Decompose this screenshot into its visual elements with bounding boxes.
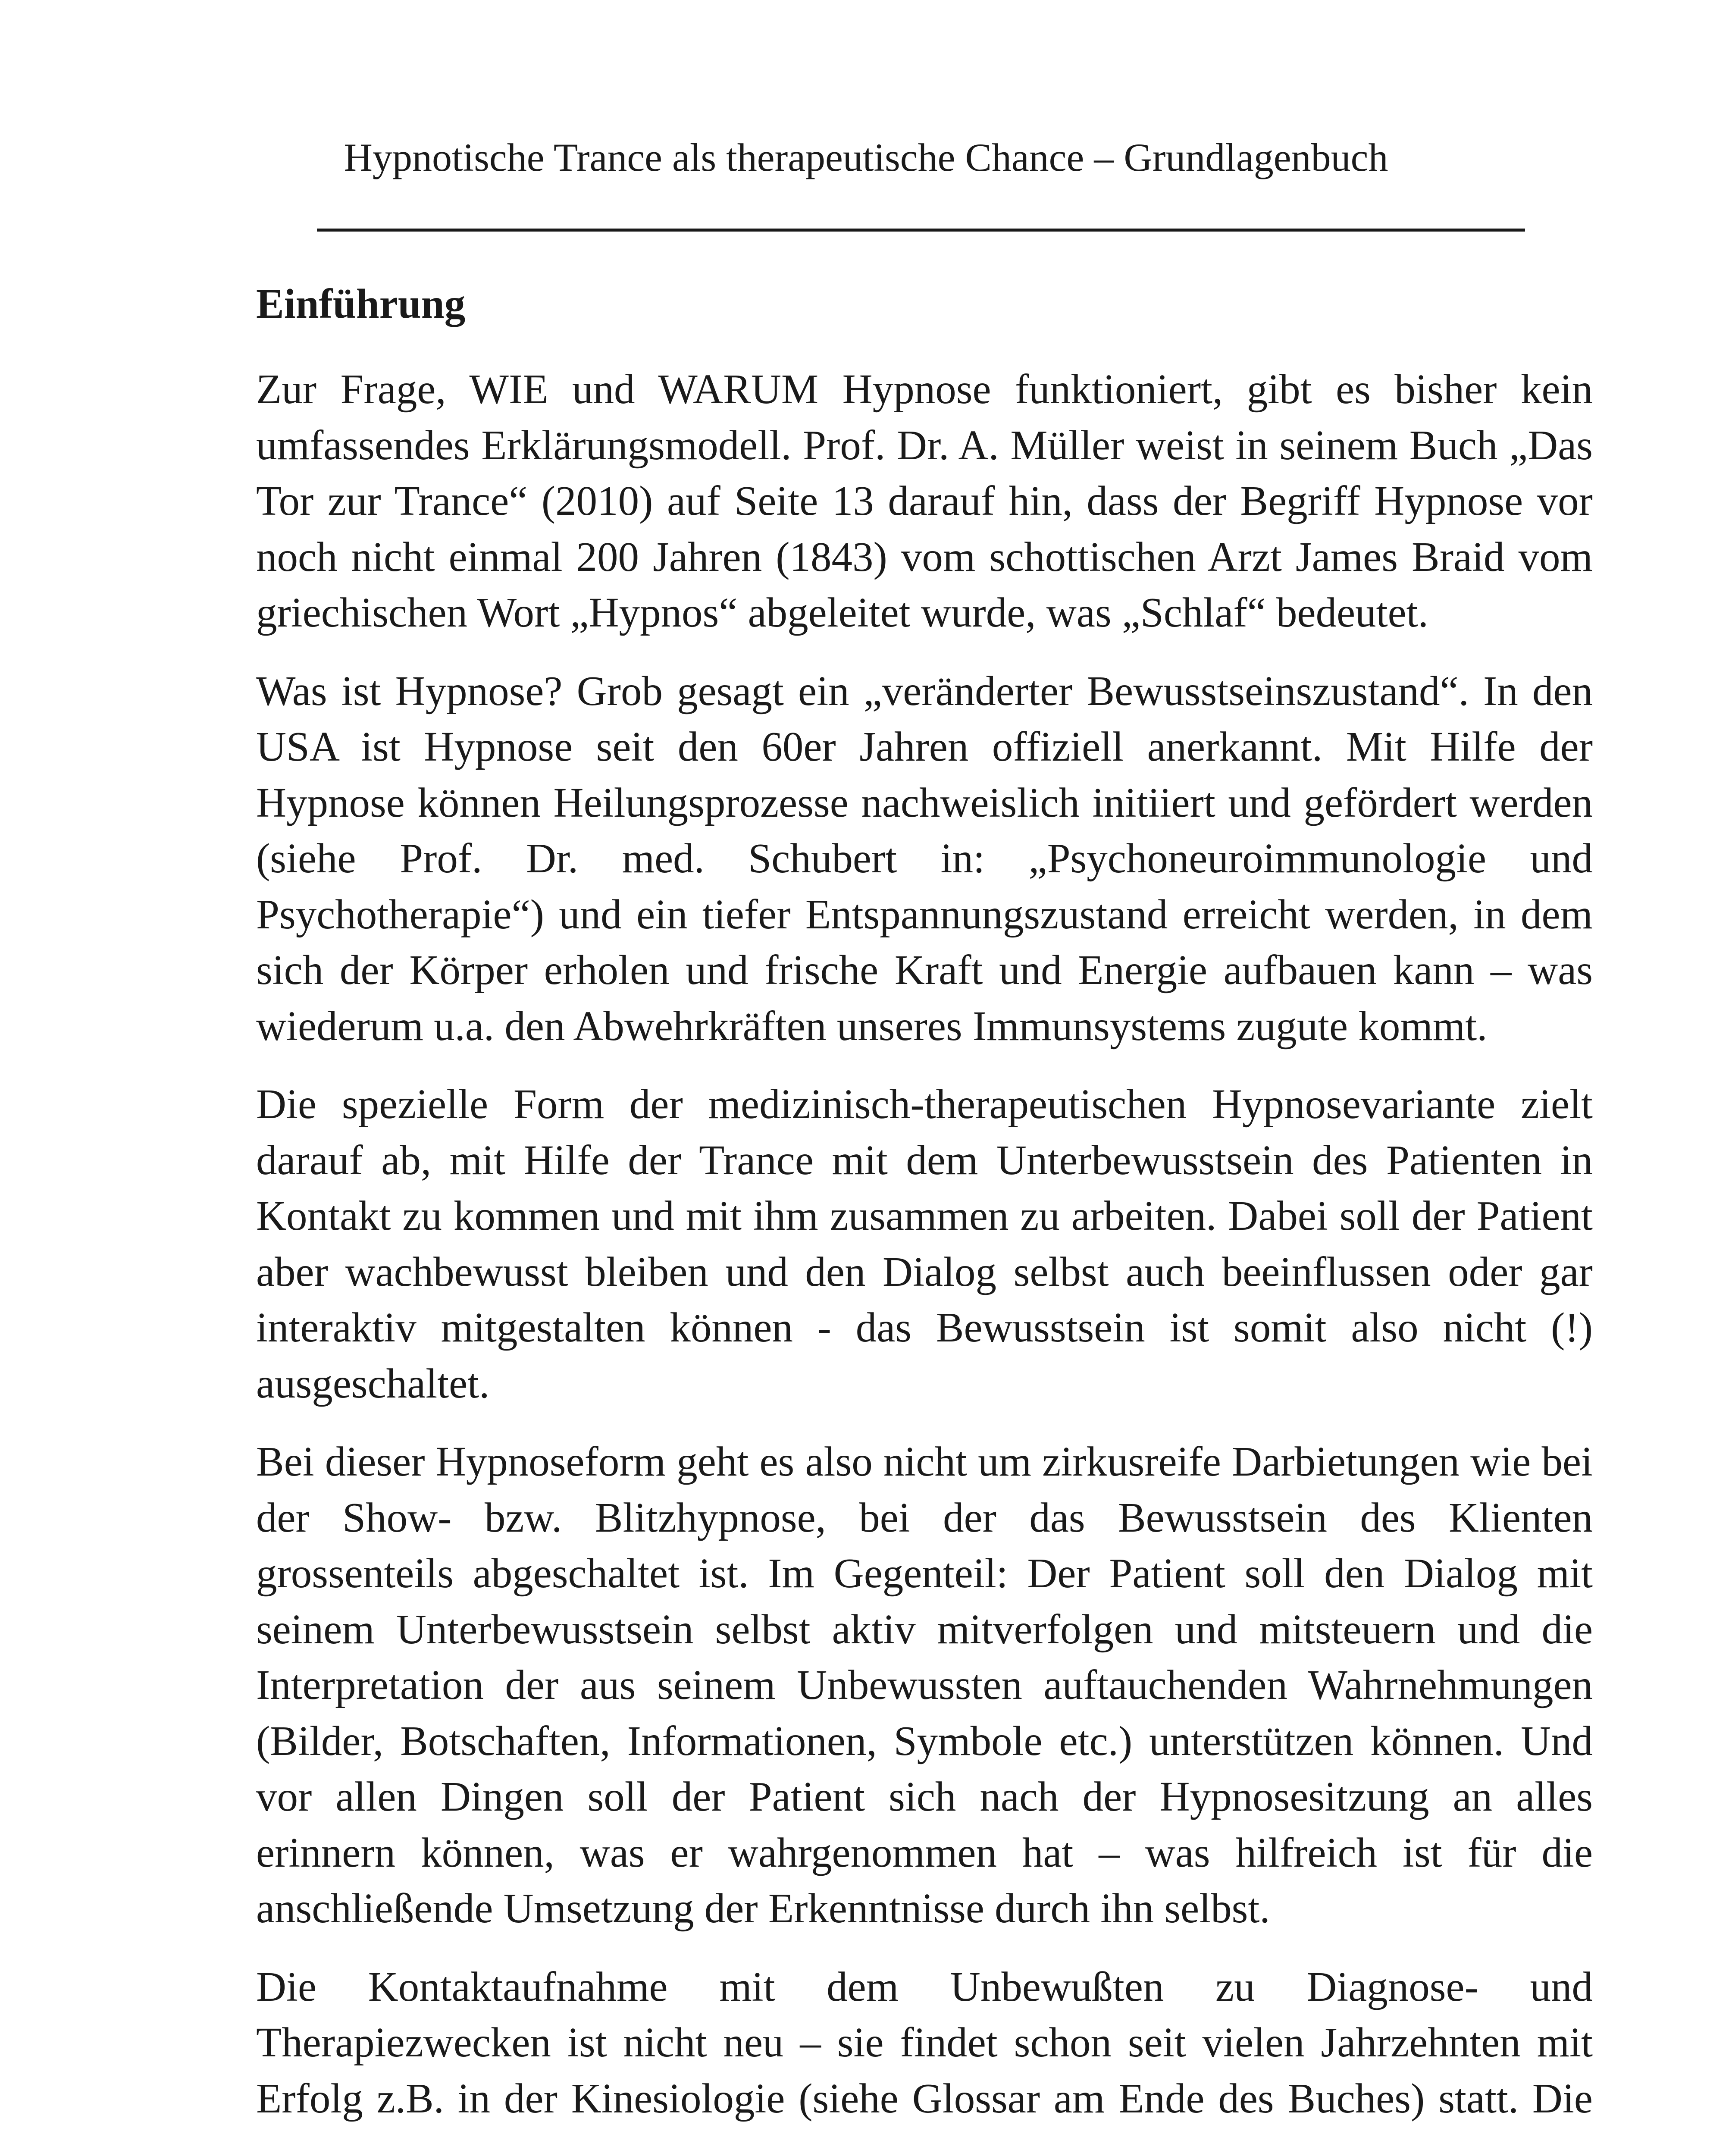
paragraph-4: Bei dieser Hypnoseform geht es also nicht um zirkusreife Darbietungen wie bei der Show- bzw. Blitzhypnose, bei der das Bewusstsein des Klienten grossenteils abgeschaltet ist. Im Gegenteil: Der Patient soll den Dialog mit seinem Unterbewusstsein selbst aktiv mitverfolgen und mitsteuern und die Interpretation der aus seinem Unbewussten auftauchenden Wahrnehmungen (Bilder, Botschaften, Informationen, Symbole etc.) unterstützen können. Und vor allen Dingen soll der Patient sich nach der Hypnosesitzung an alles erinnern können, was er wahrgenommen hat – was hilfreich ist für die anschließende Umsetzung der Erkenntnisse durch ihn selbst. [256, 1438, 1593, 1931]
paragraph-2: Was ist Hypnose? Grob gesagt ein „veränderter Bewusstseinszustand“. In den USA ist Hypnose seit den 60er Jahren offiziell anerkannt. Mit Hilfe der Hypnose können Heilungsprozesse nachweislich initiiert und gefördert werden (siehe Prof. Dr. med. Schubert in: „Psychoneuroimmunologie und Psychotherapie“) und ein tiefer Entspannungszustand erreicht werden, in dem sich der Körper erholen und frische Kraft und Energie aufbauen kann – was wiederum u.a. den Abwehrkräften unseres Immunsystems zugute kommt. [256, 667, 1593, 1049]
header-divider [317, 229, 1525, 232]
page-body [256, 267, 1593, 2149]
running-header: Hypnotische Trance als therapeutische Chance – Grundlagenbuch [344, 135, 1388, 179]
section-heading: Einführung [256, 281, 466, 327]
paragraph-5: Die Kontaktaufnahme mit dem Unbewußten zu Diagnose- und Therapiezwecken ist nicht neu – sie findet schon seit vielen Jahrzehnten mit Erfolg z.B. in der Kinesiologie (siehe Glossar am Ende des Buches) statt. Die [256, 1963, 1593, 2122]
paragraph-1: Zur Frage, WIE und WARUM Hypnose funktioniert, gibt es bisher kein umfassendes Erklärungsmodell. Prof. Dr. A. Müller weist in seinem Buch „Das Tor zur Trance“ (2010) auf Seite 13 darauf hin, dass der Begriff Hypnose vor noch nicht einmal 200 Jahren (1843) vom schottischen Arzt James Braid vom griechischen Wort „Hypnos“ abgeleitet wurde, was „Schlaf“ bedeutet. [256, 366, 1593, 636]
paragraph-3: Die spezielle Form der medizinisch-therapeutischen Hypnosevariante zielt darauf ab, mit Hilfe der Trance mit dem Unterbewusstsein des Patienten in Kontakt zu kommen und mit ihm zusammen zu arbeiten. Dabei soll der Patient aber wachbewusst bleiben und den Dialog selbst auch beeinflussen oder gar interaktiv mitgestalten können - das Bewusstsein ist somit also nicht (!) ausgeschaltet. [256, 1081, 1593, 1407]
